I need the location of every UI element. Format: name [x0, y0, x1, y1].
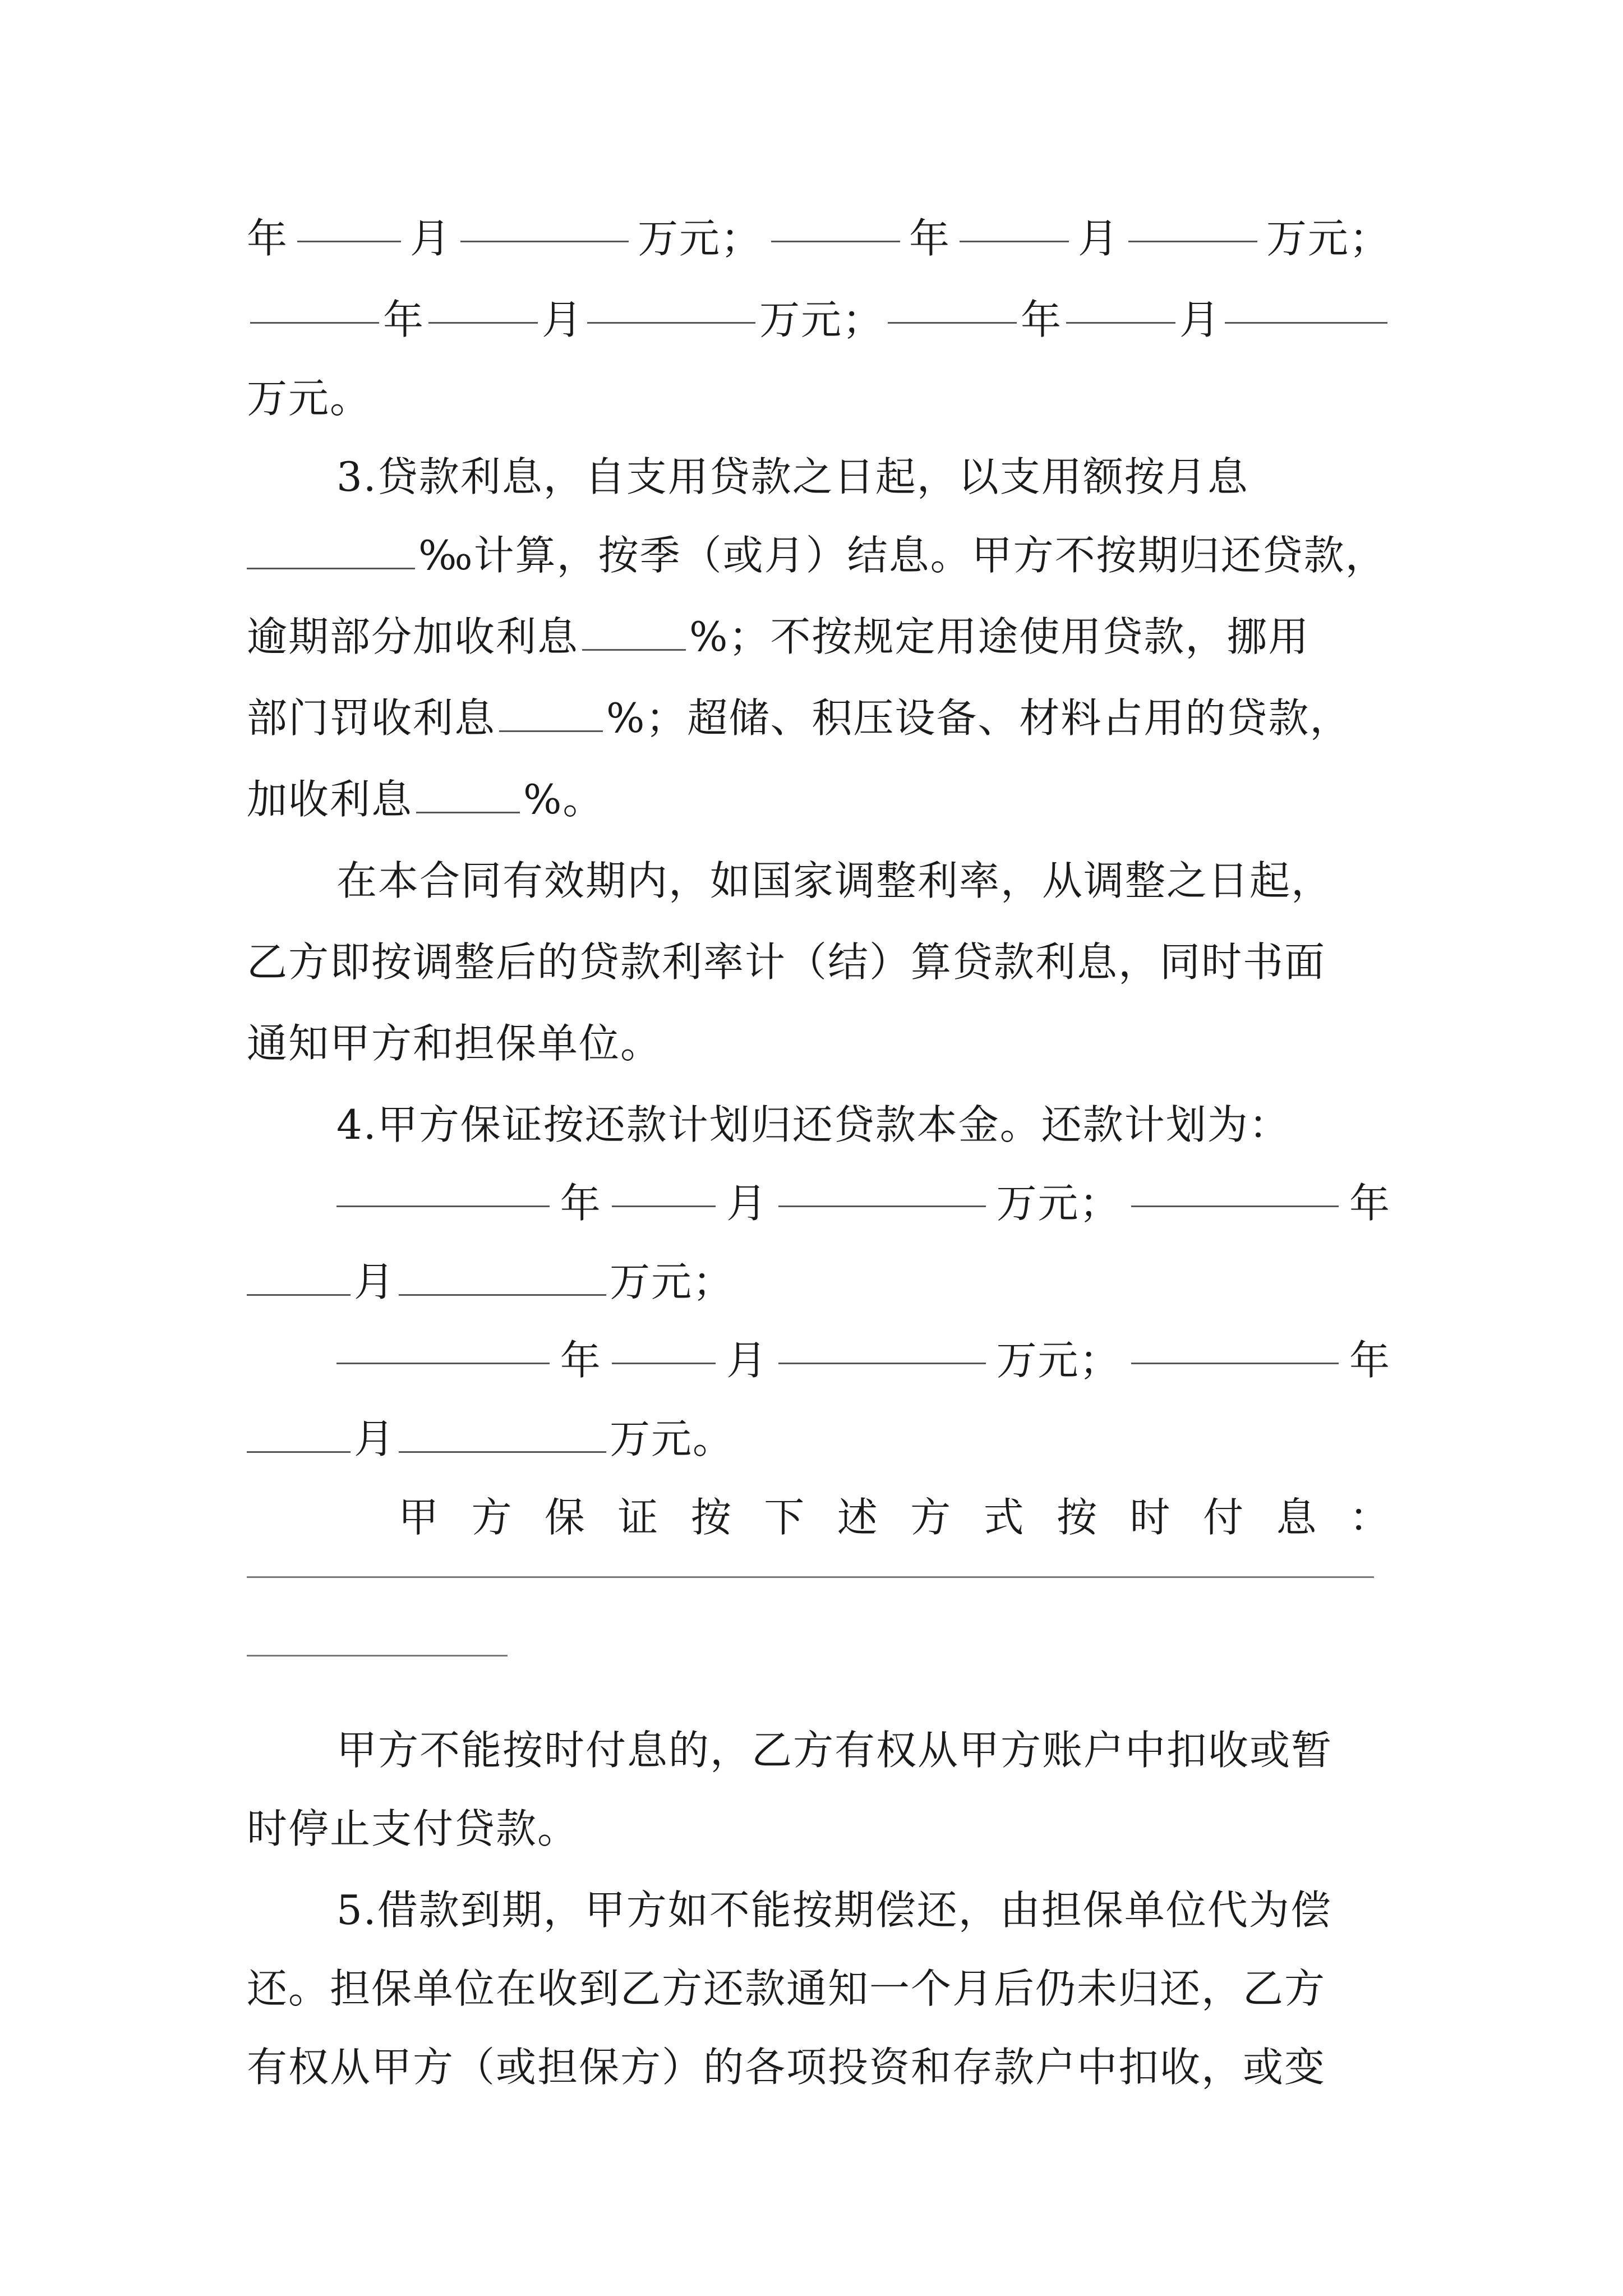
text-year: 年 — [909, 215, 951, 262]
pay-interest-char: 保 — [544, 1494, 586, 1541]
blank-field — [336, 1357, 550, 1364]
pay-interest-char: ： — [1349, 1494, 1391, 1541]
blank-field — [612, 1200, 716, 1207]
rate-adjust-line-3: 通知甲方和担保单位。 — [247, 1020, 662, 1067]
blank-field — [250, 316, 379, 324]
interest-line-2 — [247, 516, 1391, 595]
repay-line-1: 4.甲方保证按还款计划归还贷款本金。还款计划为： — [336, 1101, 1290, 1148]
pay-interest-char: 时 — [1129, 1494, 1172, 1541]
text-amount: 万元； — [1266, 215, 1391, 262]
interest-line-1: 3.贷款利息，自支用贷款之日起，以支用额按月息 — [336, 453, 1249, 500]
repay-schedule-line-1 — [247, 1164, 1391, 1243]
interest-line-3-text-a: 逾期部分加收利息 — [247, 613, 579, 660]
maturity-line-3: 有权从甲方（或担保方）的各项投资和存款户中扣收，或变 — [247, 2044, 1326, 2091]
text-amount: 万元； — [996, 1337, 1121, 1384]
interest-line-4-text-a: 部门罚收利息 — [247, 694, 496, 742]
interest-line-4 — [247, 679, 1391, 757]
interest-line-3-text-b: %；不按规定用途使用贷款，挪用 — [689, 613, 1310, 660]
pay-interest-char: 息 — [1276, 1494, 1318, 1541]
text-year: 年 — [1349, 1180, 1391, 1227]
text-year: 年 — [1020, 296, 1062, 343]
text-month: 月 — [354, 1258, 396, 1305]
rate-adjust-line-1: 在本合同有效期内，如国家调整利率，从调整之日起， — [336, 857, 1333, 904]
schedule-line-3: 万元。 — [247, 375, 372, 422]
interest-line-5-text-a: 加收利息 — [247, 776, 413, 823]
text-month: 月 — [726, 1180, 768, 1227]
pay-interest-char: 下 — [764, 1494, 806, 1541]
text-amount: 万元。 — [610, 1415, 735, 1462]
pay-interest-char: 方 — [471, 1494, 513, 1541]
blank-field — [888, 316, 1017, 324]
blank-field — [399, 1446, 606, 1453]
text-month: 月 — [541, 296, 583, 343]
deduct-line-1: 甲方不能按时付息的，乙方有权从甲方账户中扣收或暂 — [336, 1727, 1333, 1774]
fill-line-long — [247, 1576, 1374, 1578]
text-month: 月 — [1179, 296, 1221, 343]
text-month: 月 — [726, 1337, 768, 1384]
schedule-line-1 — [247, 199, 1391, 278]
schedule-line-2 — [247, 280, 1391, 359]
rate-adjust-line-2: 乙方即按调整后的贷款利率计（结）算贷款利息，同时书面 — [247, 938, 1326, 986]
blank-field — [582, 643, 686, 651]
text-year: 年 — [1349, 1337, 1391, 1384]
pay-interest-char: 式 — [983, 1494, 1025, 1541]
blank-field — [499, 725, 603, 732]
blank-field — [1131, 1200, 1339, 1207]
blank-field — [587, 316, 755, 324]
interest-line-2-text: ‰计算，按季（或月）结息。甲方不按期归还贷款， — [418, 532, 1387, 579]
blank-field — [297, 235, 401, 242]
blank-field — [416, 806, 520, 813]
deduct-line-2: 时停止支付贷款。 — [247, 1805, 579, 1852]
text-amount: 万元； — [996, 1180, 1121, 1227]
pay-interest-char: 按 — [1057, 1494, 1099, 1541]
text-year: 年 — [247, 215, 289, 262]
blank-field — [428, 316, 538, 324]
interest-line-5-text-b: %。 — [523, 776, 605, 823]
pay-interest-char: 证 — [617, 1494, 660, 1541]
blank-field — [1225, 316, 1387, 324]
blank-field — [399, 1289, 606, 1296]
blank-field — [247, 1289, 351, 1296]
blank-field — [460, 235, 629, 242]
maturity-line-1: 5.借款到期，甲方如不能按期偿还，由担保单位代为偿 — [336, 1887, 1332, 1934]
blank-field — [771, 235, 900, 242]
blank-field — [1066, 316, 1175, 324]
blank-field — [778, 1357, 986, 1364]
pay-interest-char: 付 — [1202, 1494, 1244, 1541]
blank-field — [247, 1446, 351, 1453]
text-year: 年 — [560, 1337, 602, 1384]
text-month: 月 — [409, 215, 451, 262]
blank-field — [960, 235, 1069, 242]
pay-interest-char: 按 — [690, 1494, 732, 1541]
blank-field — [1128, 235, 1257, 242]
pay-interest-char: 甲 — [398, 1494, 440, 1541]
text-month: 月 — [354, 1415, 396, 1462]
text-amount: 万元； — [759, 296, 884, 343]
interest-line-4-text-b: %；超储、积压设备、材料占用的贷款， — [606, 694, 1352, 742]
blank-field — [778, 1200, 986, 1207]
blank-field — [612, 1357, 716, 1364]
interest-line-5 — [247, 760, 1391, 839]
text-amount: 万元； — [637, 215, 762, 262]
repay-schedule-line-3 — [247, 1321, 1391, 1400]
text-amount: 万元； — [610, 1258, 735, 1305]
pay-interest-char: 述 — [837, 1494, 879, 1541]
maturity-line-2: 还。担保单位在收到乙方还款通知一个月后仍未归还，乙方 — [247, 1965, 1326, 2012]
fill-line-short — [247, 1655, 508, 1657]
blank-field — [1131, 1357, 1339, 1364]
blank-field — [247, 562, 415, 569]
pay-interest-line — [247, 1478, 1391, 1557]
text-year: 年 — [560, 1180, 602, 1227]
text-month: 月 — [1077, 215, 1119, 262]
repay-schedule-line-4 — [247, 1400, 1391, 1478]
blank-field — [336, 1200, 550, 1207]
pay-interest-char: 方 — [910, 1494, 952, 1541]
repay-schedule-line-2 — [247, 1243, 1391, 1321]
text-year: 年 — [382, 296, 425, 343]
interest-line-3 — [247, 597, 1391, 676]
